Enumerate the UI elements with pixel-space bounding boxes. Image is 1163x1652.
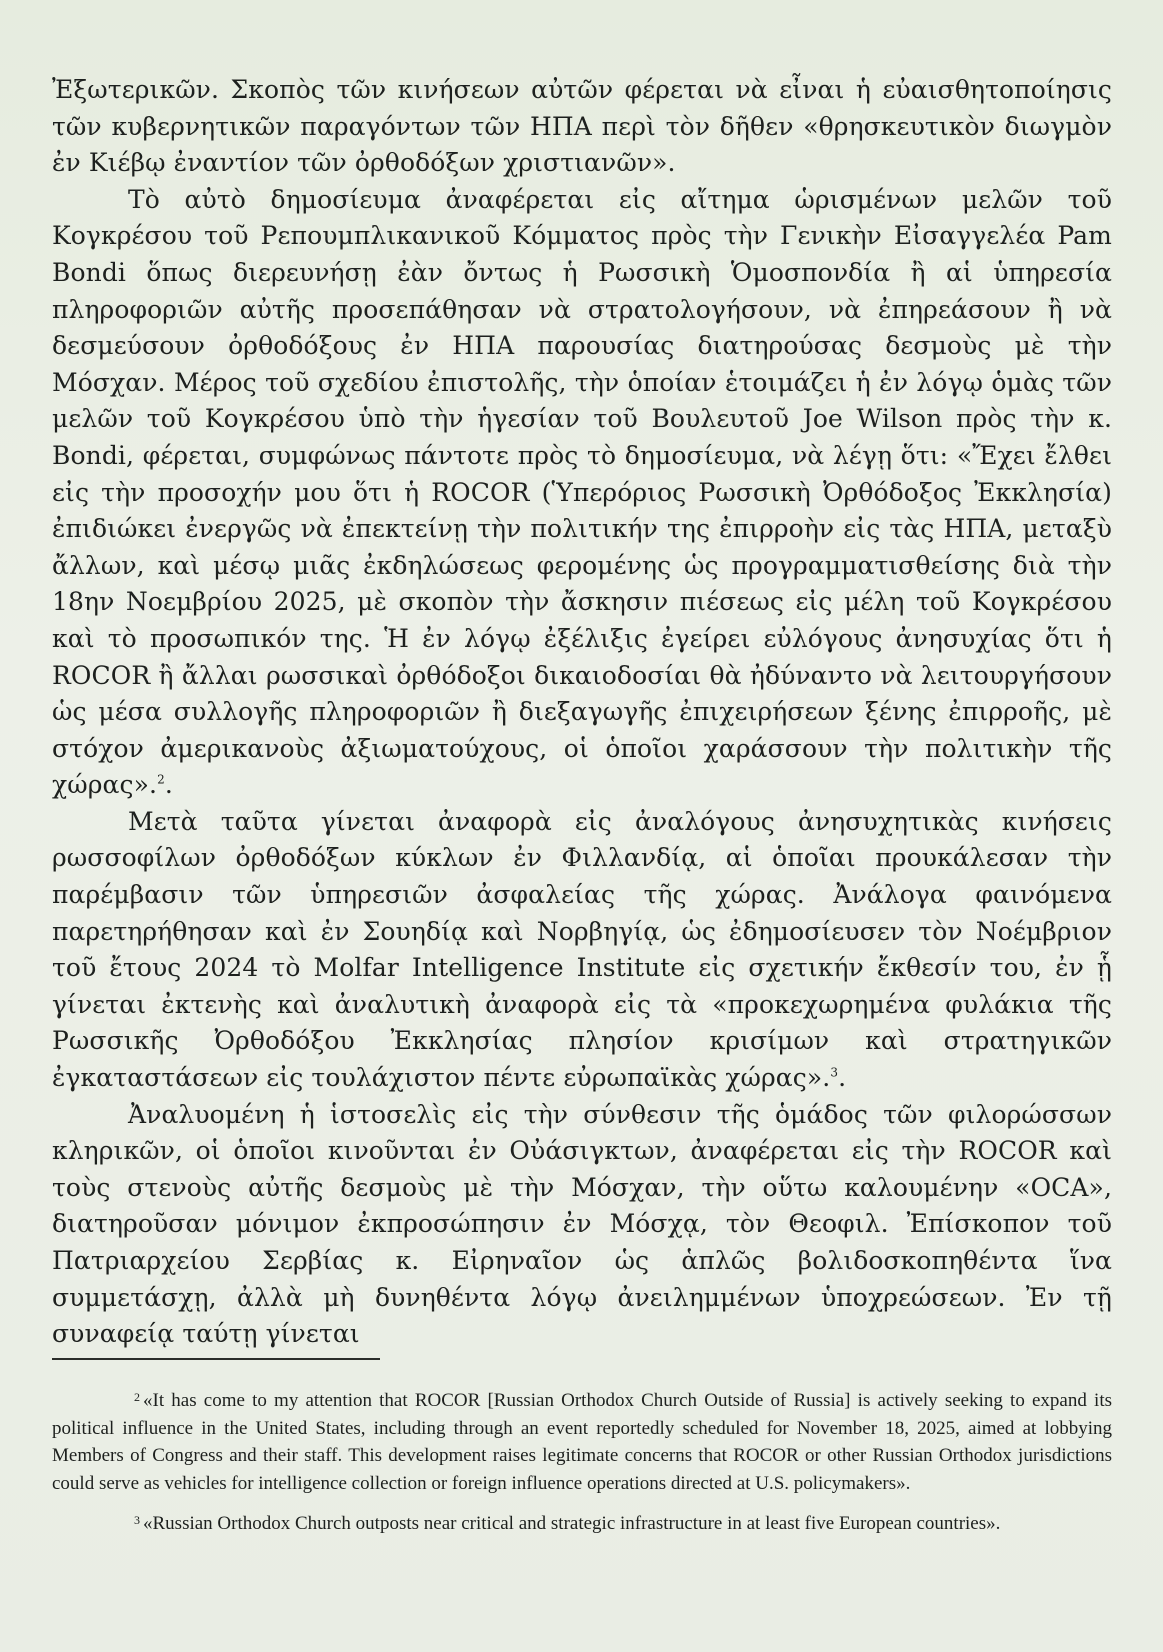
footnote-ref-2[interactable]: 2 [157, 772, 165, 787]
footnote-mark: 3 [134, 1513, 140, 1527]
paragraph-2: Τὸ αὐτὸ δημοσίευμα ἀναφέρεται εἰς αἴτημα ὡρισμένων μελῶν τοῦ Κογκρέσου τοῦ Ρεπουμπλικανικοῦ Κόμματος πρὸς τὴν Γενικὴν Εἰσαγγελέα Pam Bondi ὅπως διερευνήσῃ ἐὰν ὄντως ἡ Ρωσσικὴ Ὁμοσπονδία ἢ αἱ ὑπηρεσία πληροφοριῶν αὐτῆς προσεπάθησαν νὰ στρατολογήσουν, νὰ ἐπηρεάσουν ἢ νὰ δεσμεύσουν ὀρθοδόξους ἐν ΗΠΑ παρουσίας διατηρούσας δεσμοὺς μὲ τὴν Μόσχαν. Μέρος τοῦ σχεδίου ἐπιστολῆς, τὴν ὁποίαν ἑτοιμάζει ἡ ἐν λόγῳ ὁμὰς τῶν μελῶν τοῦ Κογκρέσου ὑπὸ τὴν ἡγεσίαν τοῦ Βουλευτοῦ Joe Wilson πρὸς τὴν κ. Bondi, φέρεται, συμφώνως πάντοτε πρὸς τὸ δημοσίευμα, νὰ λέγῃ ὅτι: «Ἔχει ἔλθει εἰς τὴν προσοχήν μου ὅτι ἡ ROCOR (Ὑπερόριος Ρωσσικὴ Ὀρθόδοξος Ἐκκλησία) ἐπιδιώκει ἐνεργῶς νὰ ἐπεκτείνῃ τὴν πολιτικήν της ἐπιρροὴν εἰς τὰς ΗΠΑ, μεταξὺ ἄλλων, καὶ μέσῳ μιᾶς ἐκδηλώσεως φερομένης ὡς προγραμματισθείσης διὰ τὴν 18ην Νοεμβρίου 2025, μὲ σκοπὸν τὴν ἄσκησιν πιέσεως εἰς μέλη τοῦ Κογκρέσου καὶ τὸ προσωπικόν της. Ἡ ἐν λόγῳ ἐξέλιξις ἐγείρει εὐλόγους ἀνησυχίας ὅτι ἡ ROCOR ἢ ἄλλαι ρωσσικαὶ ὀρθόδοξοι δικαιοδοσίαι θὰ ἠδύναντο νὰ λειτουργήσουν ὡς μέσα συλλογῆς πληροφοριῶν ἢ διεξαγωγῆς ἐπιχειρήσεων ξένης ἐπιρροῆς, μὲ στόχον ἀμερικανοὺς ἀξιωματούχους, οἱ ὁποῖοι χαράσσουν τὴν πολιτικὴν τῆς χώρας».$^2$. [52, 184, 1112, 800]
footnote-mark: 2 [134, 1390, 140, 1404]
main-text [52, 72, 1112, 1353]
footnote-3: $^3$ «Russian Orthodox Church outposts near critical and strategic infrastructure in at least five European countries». [134, 1513, 1001, 1534]
paragraph-3: Μετὰ ταῦτα γίνεται ἀναφορὰ εἰς ἀναλόγους ἀνησυχητικὰς κινήσεις ρωσσοφίλων ὀρθοδόξων κύκλων ἐν Φιλλανδίᾳ, αἱ ὁποῖαι προυκάλεσαν τὴν παρέμβασιν τῶν ὑπηρεσιῶν ἀσφαλείας τῆς χώρας. Ἀνάλογα φαινόμενα παρετηρήθησαν καὶ ἐν Σουηδίᾳ καὶ Νορβηγίᾳ, ὡς ἐδημοσίευσεν τὸν Νοέμβριον τοῦ ἔτους 2024 τὸ Molfar Intelligence Institute εἰς σχετικήν ἔκθεσίν του, ἐν ᾗ γίνεται ἐκτενὴς καὶ ἀναλυτικὴ ἀναφορὰ εἰς τὰ «προκεχωρημένα φυλάκια τῆς Ρωσσικῆς Ὀρθοδόξου Ἐκκλησίας πλησίον κρισίμων καὶ στρατηγικῶν ἐγκαταστάσεων εἰς τουλάχιστον πέντε εὐρωπαϊκὰς χώρας».$^3$. [52, 806, 1112, 1093]
paragraph-1: Ἐξωτερικῶν. Σκοπὸς τῶν κινήσεων αὐτῶν φέρεται νὰ εἶναι ἡ εὐαισθητοποίησις τῶν κυβερνητικῶν παραγόντων τῶν ΗΠΑ περὶ τὸν δῆθεν «θρησκευτικὸν διωγμὸν ἐν Κιέβῳ ἐναντίον τῶν ὀρθοδόξων χριστιανῶν». [52, 75, 1112, 178]
paragraph-4: Ἀναλυομένη ἡ ἱστοσελὶς εἰς τὴν σύνθεσιν τῆς ὁμάδος τῶν φιλορώσσων κληρικῶν, οἱ ὁποῖοι κινοῦνται ἐν Οὐάσιγκτων, ἀναφέρεται εἰς τὴν ROCOR καὶ τοὺς στενοὺς αὐτῆς δεσμοὺς μὲ τὴν Μόσχαν, τὴν οὕτω καλουμένην «OCA», διατηροῦσαν μόνιμον ἐκπροσώπησιν ἐν Μόσχᾳ, τὸν Θεοφιλ. Ἐπίσκοπον τοῦ Πατριαρχείου Σερβίας κ. Εἰρηναῖον ὡς ἁπλῶς βολιδοσκοπηθέντα ἵνα συμμετάσχῃ, ἀλλὰ μὴ δυνηθέντα λόγῳ ἀνειλημμένων ὑποχρεώσεων. Ἐν τῇ συναφείᾳ ταύτῃ γίνεται [52, 1099, 1112, 1349]
footnote-2: $^2$ «It has come to my attention that ROCOR [Russian Orthodox Church Outside of Russia] is actively seeking to expand its political influence in the United States, including through an event reportedly scheduled for November 18, 2025, aimed at lobbying Members of Congress and their staff. This development raises legitimate concerns that ROCOR or other Russian Orthodox jurisdictions could serve as vehicles for intelligence collection or foreign influence operations directed at U.S. policymakers». [52, 1390, 1112, 1494]
footnote-ref-3[interactable]: 3 [830, 1065, 839, 1080]
footnote-separator [52, 1358, 380, 1360]
footnotes [52, 1384, 1112, 1548]
